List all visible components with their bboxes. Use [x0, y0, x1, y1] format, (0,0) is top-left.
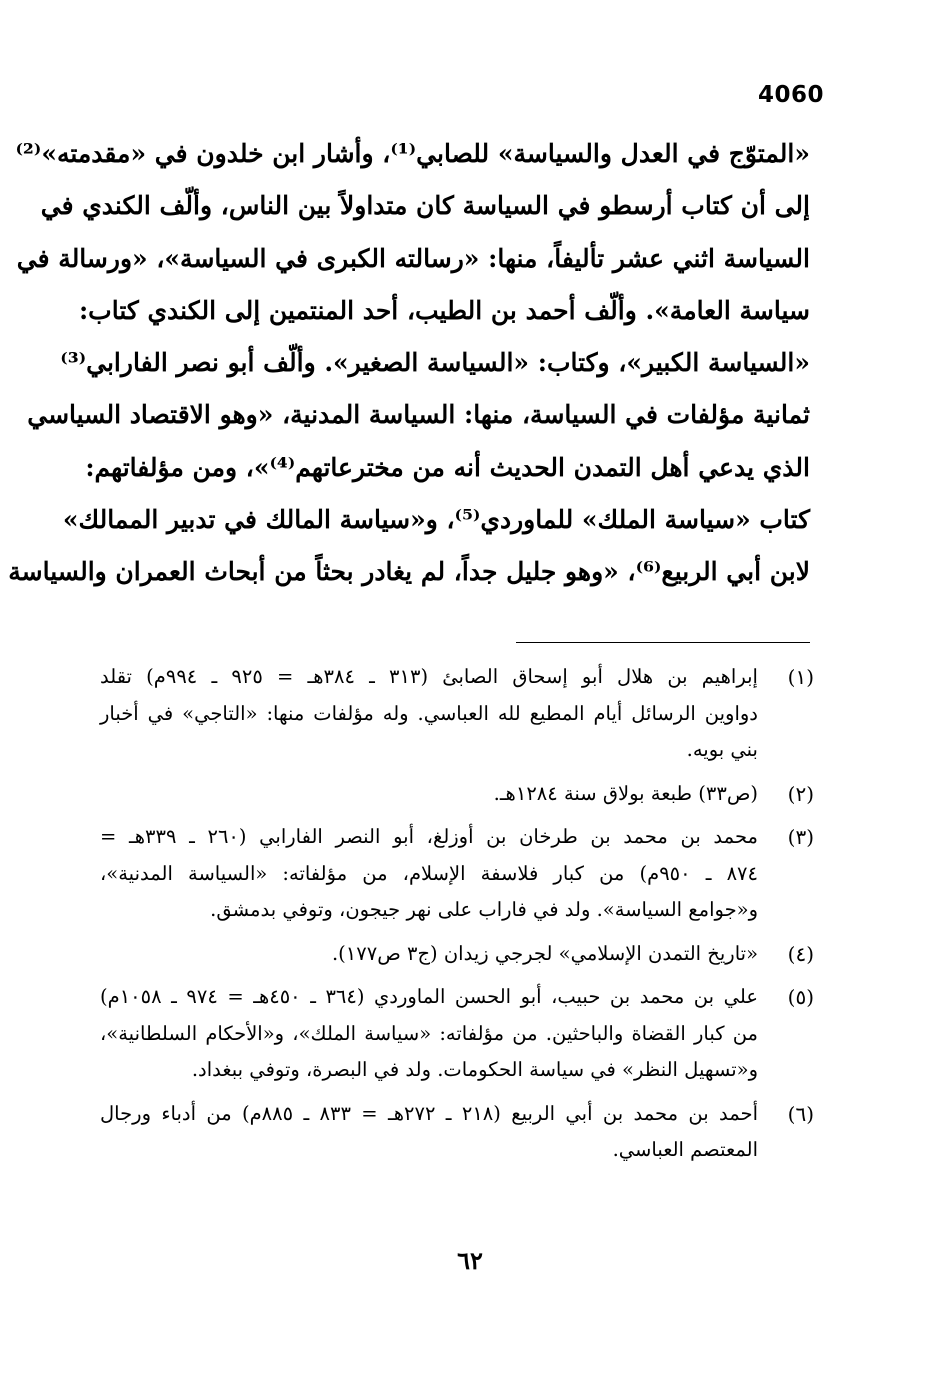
footnote-line: بني بويه.: [686, 738, 758, 761]
footnote-6: [100, 1096, 814, 1169]
footnote-line: «تاريخ التمدن الإسلامي» لجرجي زيدان (ج٣ ص١٧٧).: [331, 941, 758, 965]
body-line: لابن أبي الربيع⁽⁶⁾، «وهو جليل جداً، لم يغادر بحثاً من أبحاث العمران والسياسة: [8, 557, 810, 587]
footnote-1: [100, 659, 814, 769]
footnote-number: (٣): [787, 825, 814, 849]
body-line: السياسة اثني عشر تأليفاً، منها: «رسالته الكبرى في السياسة»، «ورسالة في: [16, 243, 810, 273]
footnote-separator: [516, 642, 810, 643]
footnotes-section: [100, 659, 814, 1176]
footnote-number: (٢): [787, 781, 814, 806]
footnote-line: (ص٣٣) طبعة بولاق سنة ١٢٨٤هـ.: [493, 781, 758, 805]
footnote-line: إبراهيم بن هلال أبو إسحاق الصابئ (٣١٣ ـ ٣٨٤هـ = ٩٢٥ ـ ٩٩٤م) تقلد: [100, 665, 758, 688]
footnote-line: ٨٧٤ ـ ٩٥٠م) من كبار فلاسفة الإسلام، من مؤلفاته: «السياسة المدنية»،: [100, 861, 758, 885]
footnote-line: دواوين الرسائل أيام المطيع لله العباسي. وله مؤلفات منها: «التاجي» في أخبار: [100, 701, 758, 725]
volume-page-number: 4060: [758, 82, 825, 108]
footnote-3: [100, 819, 814, 929]
footnote-line: علي بن محمد بن حبيب، أبو الحسن الماوردي (٣٦٤ ـ ٤٥٠هـ = ٩٧٤ ـ ١٠٥٨م): [100, 985, 758, 1008]
footnote-line: أحمد بن محمد بن أبي الربيع (٢١٨ ـ ٢٧٢هـ = ٨٣٣ ـ ٨٨٥م) من أدباء ورجال: [100, 1101, 758, 1125]
footnote-5: [100, 979, 814, 1089]
footnote-2: [100, 776, 814, 813]
footnote-number: (١): [787, 665, 814, 689]
body-line: ثمانية مؤلفات في السياسة، منها: السياسة المدنية، «وهو الاقتصاد السياسي: [27, 400, 810, 430]
body-line: إلى أن كتاب أرسطو في السياسة كان متداولاً بين الناس، وألّف الكندي في: [40, 191, 810, 221]
footnote-number: (٤): [787, 941, 814, 966]
footnote-line: من كبار القضاة والباحثين. من مؤلفاته: «سياسة الملك»، و«الأحكام السلطانية»،: [100, 1021, 758, 1045]
body-line: «السياسة الكبير»، وكتاب: «السياسة الصغير». وألّف أبو نصر الفارابي⁽³⁾: [60, 348, 810, 378]
body-line: كتاب «سياسة الملك» للماوردي⁽⁵⁾، و«سياسة المالك في تدبير الممالك»: [62, 505, 810, 535]
main-body-text: [8, 128, 810, 599]
body-line: سياسة العامة». وألّف أحمد بن الطيب، أحد المنتمين إلى الكندي كتاب:: [78, 295, 810, 325]
footnote-line: و«جوامع السياسة». ولد في فاراب على نهر جيجون، وتوفي بدمشق.: [210, 898, 758, 921]
body-line: «المتوّج في العدل والسياسة» للصابي⁽¹⁾، وأشار ابن خلدون في «مقدمته»⁽²⁾: [15, 139, 810, 168]
footnote-number: (٥): [787, 985, 814, 1009]
footnote-number: (٦): [787, 1101, 814, 1126]
footnote-line: و«تسهيل النظر» في سياسة الحكومات. ولد في البصرة، وتوفي ببغداد.: [191, 1058, 758, 1081]
footnote-4: [100, 936, 814, 973]
body-line: الذي يدعي أهل التمدن الحديث أنه من مخترعاتهم⁽⁴⁾»، ومن مؤلفاتهم:: [85, 452, 810, 482]
page-number: ٦٢: [457, 1246, 483, 1275]
footnote-line: محمد بن محمد بن طرخان بن أوزلغ، أبو النصر الفارابي (٢٦٠ ـ ٣٣٩هـ =: [100, 825, 758, 848]
footnote-line: المعتصم العباسي.: [612, 1138, 758, 1161]
